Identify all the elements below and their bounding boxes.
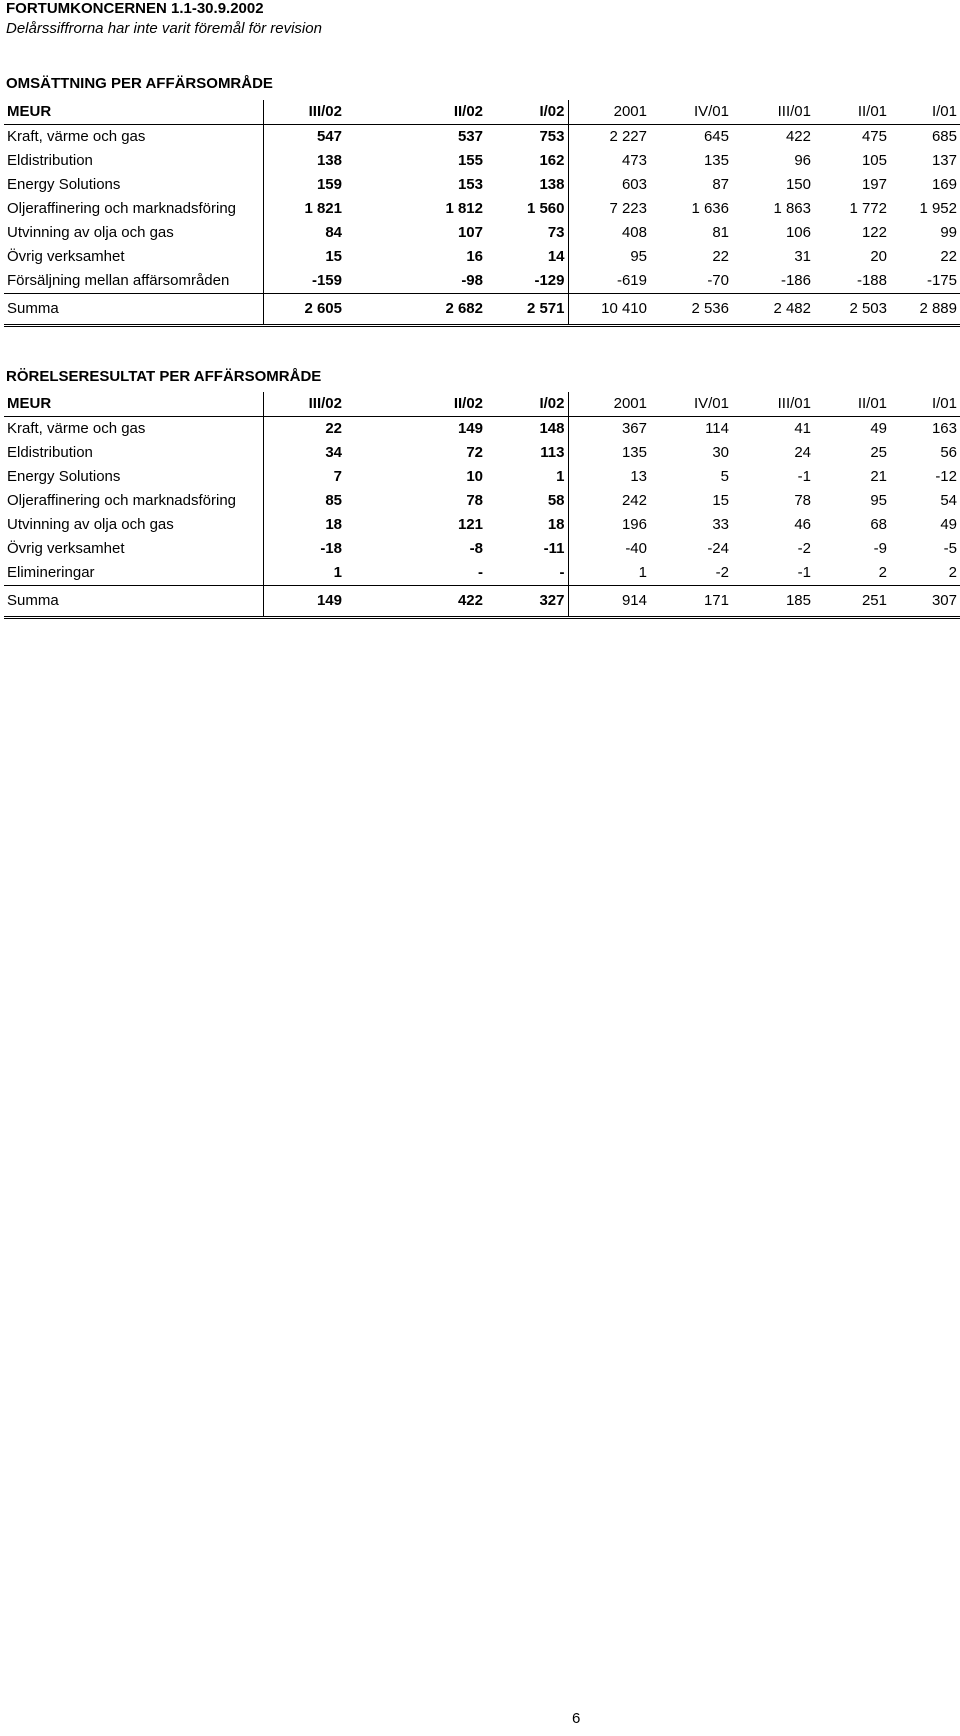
cell-value: 163 <box>931 420 957 437</box>
cell-value: 49 <box>870 420 887 437</box>
cell-value: 2 536 <box>650 294 732 326</box>
cell-value: 242 <box>621 492 647 509</box>
cell-value: -1 <box>797 468 811 485</box>
cell-value: -2 <box>715 564 729 581</box>
cell-value: -175 <box>926 272 957 289</box>
cell-value: -129 <box>486 269 568 294</box>
cell-value: 7 <box>333 468 342 485</box>
cell-value: 2 482 <box>732 294 814 326</box>
cell-value: -70 <box>707 272 729 289</box>
period-header: II/01 <box>814 100 890 125</box>
table-header-row <box>4 392 960 417</box>
cell-value: 473 <box>621 152 647 169</box>
cell-value: 185 <box>732 586 814 618</box>
cell-value: -12 <box>935 468 957 485</box>
cell-value: 159 <box>316 176 342 193</box>
period-header: IV/01 <box>650 100 732 125</box>
row-label: Kraft, värme och gas <box>4 125 263 150</box>
period-header: I/02 <box>486 392 568 417</box>
sales-section-title: OMSÄTTNING PER AFFÄRSOMRÅDE <box>6 75 273 92</box>
row-label: Oljeraffinering och marknadsföring <box>4 489 263 513</box>
cell-value: 87 <box>712 176 729 193</box>
cell-value: 22 <box>940 248 957 265</box>
cell-value: 1 <box>638 564 647 581</box>
table-row <box>4 537 960 561</box>
cell-value: 196 <box>621 516 647 533</box>
cell-value: 122 <box>861 224 887 241</box>
table-row <box>4 221 960 245</box>
cell-value: 1 812 <box>445 200 483 217</box>
cell-value: 367 <box>621 420 647 437</box>
cell-value: 107 <box>457 224 483 241</box>
cell-value: 68 <box>870 516 887 533</box>
page-number: 6 <box>572 1710 581 1727</box>
table-row <box>4 149 960 173</box>
cell-value: 95 <box>630 248 647 265</box>
cell-value: 1 821 <box>304 200 342 217</box>
period-header: III/02 <box>263 100 345 125</box>
cell-value: 1 560 <box>486 197 568 221</box>
cell-value: 106 <box>785 224 811 241</box>
cell-value: 753 <box>486 125 568 150</box>
row-label: Elimineringar <box>4 561 263 586</box>
cell-value: 25 <box>870 444 887 461</box>
cell-value: 121 <box>457 516 483 533</box>
cell-value: 78 <box>466 492 483 509</box>
cell-value: -188 <box>856 272 887 289</box>
cell-value: 85 <box>325 492 342 509</box>
cell-value: -9 <box>873 540 887 557</box>
table-row <box>4 417 960 442</box>
cell-value: -24 <box>707 540 729 557</box>
cell-value: 1 772 <box>849 200 887 217</box>
period-header: I/01 <box>890 100 960 125</box>
row-label: Summa <box>4 294 263 326</box>
cell-value: -5 <box>943 540 957 557</box>
period-header: I/01 <box>890 392 960 417</box>
period-header: III/02 <box>263 392 345 417</box>
cell-value: 5 <box>720 468 729 485</box>
cell-value: 162 <box>486 149 568 173</box>
cell-value: 149 <box>263 586 345 618</box>
table-row <box>4 245 960 269</box>
table-row <box>4 173 960 197</box>
cell-value: 2 889 <box>890 294 960 326</box>
cell-value: 2 <box>878 564 887 581</box>
cell-value: 99 <box>940 224 957 241</box>
cell-value: 56 <box>940 444 957 461</box>
period-header: II/02 <box>345 100 486 125</box>
cell-value: -98 <box>461 272 483 289</box>
cell-value: 307 <box>890 586 960 618</box>
cell-value: 7 223 <box>609 200 647 217</box>
cell-value: 153 <box>457 176 483 193</box>
period-header: II/02 <box>345 392 486 417</box>
cell-value: 81 <box>712 224 729 241</box>
cell-value: 1 863 <box>773 200 811 217</box>
cell-value: 149 <box>457 420 483 437</box>
cell-value: 31 <box>794 248 811 265</box>
cell-value: 15 <box>325 248 342 265</box>
unit-header: MEUR <box>4 392 263 417</box>
unit-header: MEUR <box>4 100 263 125</box>
cell-value: 14 <box>486 245 568 269</box>
table-header-row <box>4 100 960 125</box>
cell-value: 58 <box>486 489 568 513</box>
cell-value: 251 <box>814 586 890 618</box>
cell-value: 150 <box>785 176 811 193</box>
table-row <box>4 269 960 294</box>
table-row <box>4 125 960 150</box>
period-header: II/01 <box>814 392 890 417</box>
cell-value: -8 <box>469 540 483 557</box>
cell-value: - <box>478 564 483 581</box>
cell-value: 138 <box>316 152 342 169</box>
cell-value: 537 <box>457 128 483 145</box>
cell-value: 422 <box>345 586 486 618</box>
cell-value: 13 <box>630 468 647 485</box>
cell-value: 1 <box>333 564 342 581</box>
cell-value: 155 <box>457 152 483 169</box>
cell-value: 10 <box>466 468 483 485</box>
report-subtitle: Delårssiffrorna har inte varit föremål för revision <box>6 20 322 37</box>
period-header: 2001 <box>568 100 650 125</box>
cell-value: 22 <box>325 420 342 437</box>
cell-value: -159 <box>311 272 342 289</box>
period-header: 2001 <box>568 392 650 417</box>
cell-value: 2 503 <box>814 294 890 326</box>
cell-value: 2 682 <box>345 294 486 326</box>
row-label: Utvinning av olja och gas <box>4 513 263 537</box>
period-header: III/01 <box>732 392 814 417</box>
cell-value: 34 <box>325 444 342 461</box>
period-header: I/02 <box>486 100 568 125</box>
cell-value: 2 227 <box>609 128 647 145</box>
cell-value: 169 <box>931 176 957 193</box>
cell-value: 30 <box>712 444 729 461</box>
cell-value: 84 <box>325 224 342 241</box>
row-label: Oljeraffinering och marknadsföring <box>4 197 263 221</box>
row-label: Eldistribution <box>4 149 263 173</box>
cell-value: 1 636 <box>691 200 729 217</box>
cell-value: 16 <box>466 248 483 265</box>
cell-value: 135 <box>703 152 729 169</box>
cell-value: 2 <box>948 564 957 581</box>
cell-value: 2 605 <box>263 294 345 326</box>
cell-value: 135 <box>621 444 647 461</box>
row-label: Övrig verksamhet <box>4 537 263 561</box>
cell-value: 408 <box>621 224 647 241</box>
cell-value: 49 <box>940 516 957 533</box>
cell-value: 547 <box>316 128 342 145</box>
cell-value: 171 <box>650 586 732 618</box>
cell-value: 148 <box>486 417 568 442</box>
table-row <box>4 441 960 465</box>
row-label: Energy Solutions <box>4 173 263 197</box>
cell-value: 137 <box>931 152 957 169</box>
cell-value: 18 <box>325 516 342 533</box>
row-label: Eldistribution <box>4 441 263 465</box>
row-label: Kraft, värme och gas <box>4 417 263 442</box>
cell-value: - <box>486 561 568 586</box>
cell-value: 685 <box>931 128 957 145</box>
cell-value: 327 <box>486 586 568 618</box>
cell-value: 21 <box>870 468 887 485</box>
cell-value: -1 <box>797 564 811 581</box>
cell-value: 24 <box>794 444 811 461</box>
cell-value: 46 <box>794 516 811 533</box>
cell-value: 54 <box>940 492 957 509</box>
cell-value: 645 <box>703 128 729 145</box>
total-row <box>4 586 960 618</box>
cell-value: 2 571 <box>486 294 568 326</box>
cell-value: 95 <box>870 492 887 509</box>
cell-value: 914 <box>568 586 650 618</box>
cell-value: 422 <box>785 128 811 145</box>
total-row <box>4 294 960 326</box>
table-row <box>4 465 960 489</box>
profit-section-title: RÖRELSERESULTAT PER AFFÄRSOMRÅDE <box>6 368 322 385</box>
cell-value: 33 <box>712 516 729 533</box>
cell-value: -40 <box>625 540 647 557</box>
row-label: Försäljning mellan affärsområden <box>4 269 263 294</box>
cell-value: 105 <box>861 152 887 169</box>
cell-value: 114 <box>705 420 729 437</box>
cell-value: 10 410 <box>568 294 650 326</box>
cell-value: -18 <box>320 540 342 557</box>
cell-value: -619 <box>616 272 647 289</box>
cell-value: 475 <box>861 128 887 145</box>
row-label: Energy Solutions <box>4 465 263 489</box>
report-title: FORTUMKONCERNEN 1.1-30.9.2002 <box>6 0 264 17</box>
row-label: Övrig verksamhet <box>4 245 263 269</box>
period-header: IV/01 <box>650 392 732 417</box>
row-label: Utvinning av olja och gas <box>4 221 263 245</box>
cell-value: 113 <box>486 441 568 465</box>
cell-value: 96 <box>794 152 811 169</box>
cell-value: 73 <box>486 221 568 245</box>
cell-value: 603 <box>621 176 647 193</box>
cell-value: -2 <box>797 540 811 557</box>
cell-value: 22 <box>712 248 729 265</box>
cell-value: -186 <box>780 272 811 289</box>
cell-value: 41 <box>794 420 811 437</box>
period-header: III/01 <box>732 100 814 125</box>
sales-table <box>4 100 960 327</box>
cell-value: 1 <box>486 465 568 489</box>
cell-value: 15 <box>712 492 729 509</box>
cell-value: 197 <box>861 176 887 193</box>
table-row <box>4 489 960 513</box>
cell-value: -11 <box>486 537 568 561</box>
cell-value: 78 <box>794 492 811 509</box>
table-row <box>4 197 960 221</box>
profit-table <box>4 392 960 619</box>
table-row <box>4 561 960 586</box>
row-label: Summa <box>4 586 263 618</box>
cell-value: 18 <box>486 513 568 537</box>
cell-value: 1 952 <box>919 200 957 217</box>
cell-value: 72 <box>466 444 483 461</box>
table-row <box>4 513 960 537</box>
cell-value: 20 <box>870 248 887 265</box>
cell-value: 138 <box>486 173 568 197</box>
